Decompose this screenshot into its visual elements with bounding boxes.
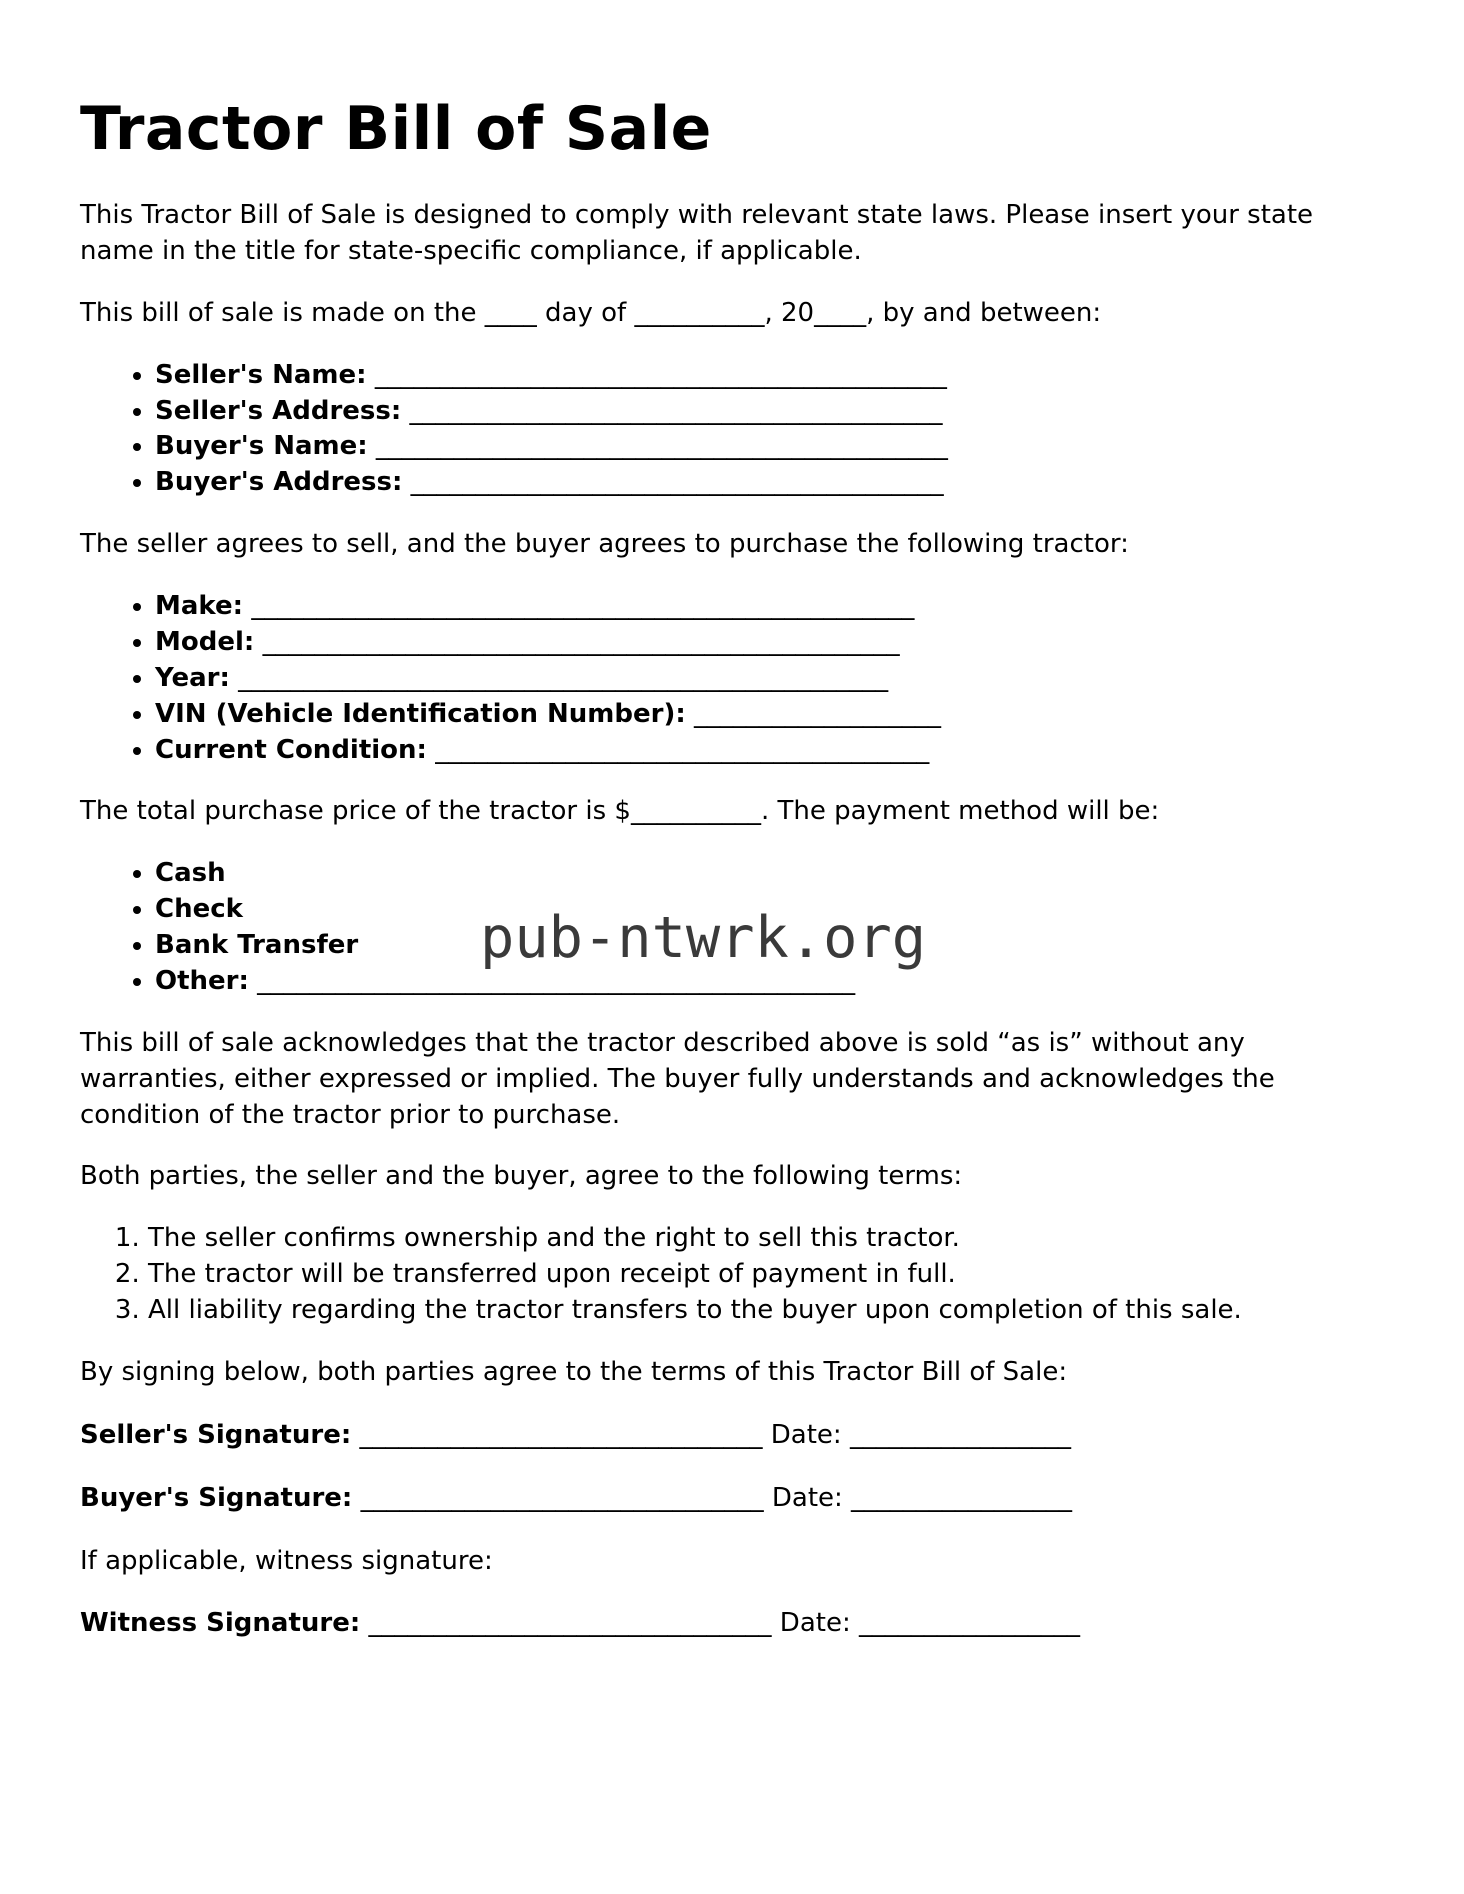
made-on-prefix: This bill of sale is made on the — [80, 297, 485, 328]
payment-other-blank-line: ______________________________________________ — [257, 965, 856, 996]
tractor-fields-list — [80, 589, 1370, 768]
year-blank-field-line: __________________________________________________ — [238, 662, 889, 693]
payment-cash-item — [155, 856, 1370, 892]
payment-bank-transfer-item — [155, 928, 1370, 964]
buyer-signature-blank-line: _______________________________ — [360, 1482, 764, 1513]
year-blank-line: ____ — [814, 297, 867, 328]
vin-item — [155, 697, 1370, 733]
condition-item — [155, 733, 1370, 769]
witness-date-label: Date: — [779, 1608, 851, 1639]
made-on-year-prefix: , 20 — [764, 297, 815, 328]
payment-methods-list — [80, 856, 1370, 1000]
as-is-paragraph: This bill of sale acknowledges that the tractor described above is sold “as is” without any warranties, either expressed or implied. The buyer fully understands and acknowledges the condition of the tractor prior to purchase. — [80, 1027, 1275, 1130]
payment-cash-label: Cash — [155, 858, 226, 889]
page-title: Tractor Bill of Sale — [80, 94, 712, 164]
buyer-date-label: Date: — [771, 1482, 843, 1513]
make-item — [155, 589, 1370, 625]
day-blank-line: ____ — [484, 297, 537, 328]
buyer-name-blank-line: ____________________________________________ — [375, 431, 948, 462]
buyer-signature-row — [80, 1481, 1370, 1517]
term-item-2: 2. The tractor will be transferred upon receipt of payment in full. — [148, 1257, 1370, 1293]
buyer-name-item — [155, 429, 1370, 465]
model-item — [155, 625, 1370, 661]
seller-name-label: Seller's Name: — [155, 359, 367, 390]
price-suffix: . The payment method will be: — [760, 796, 1160, 827]
term-item-3: 3. All liability regarding the tractor transfers to the buyer upon completion of this sale. — [148, 1293, 1370, 1329]
price-prefix: The total purchase price of the tractor is $ — [80, 796, 631, 827]
seller-date-blank-line: _________________ — [849, 1419, 1071, 1450]
seller-name-item — [155, 358, 1370, 394]
year-item — [155, 661, 1370, 697]
made-on-suffix: , by and between: — [866, 297, 1102, 328]
seller-address-label: Seller's Address: — [155, 395, 402, 426]
witness-date-blank-line: _________________ — [858, 1608, 1080, 1639]
witness-note-paragraph: If applicable, witness signature: — [80, 1545, 493, 1576]
payment-check-label: Check — [155, 894, 243, 925]
intro-paragraph: This Tractor Bill of Sale is designed to comply with relevant state laws. Please insert your state name in the title for state-specific compliance, if applicable. — [80, 200, 1314, 266]
seller-date-label: Date: — [770, 1419, 842, 1450]
payment-bank-transfer-label: Bank Transfer — [155, 930, 359, 960]
term-item-1: 1. The seller confirms ownership and the right to sell this tractor. — [148, 1221, 1370, 1257]
seller-signature-blank-line: _______________________________ — [359, 1419, 763, 1450]
made-on-mid: day of — [536, 297, 635, 328]
vin-label: VIN (Vehicle Identification Number): — [155, 698, 686, 729]
witness-signature-blank-line: _______________________________ — [368, 1608, 772, 1639]
model-blank-line: _________________________________________________ — [262, 626, 900, 657]
parties-list — [80, 358, 1370, 502]
vin-blank-line: ___________________ — [694, 698, 941, 729]
buyer-address-item — [155, 465, 1370, 501]
payment-check-item — [155, 892, 1370, 928]
seller-address-blank-line: _________________________________________ — [409, 395, 943, 426]
payment-other-item — [155, 964, 1370, 1000]
made-on-line — [80, 296, 1370, 332]
price-line — [80, 794, 1370, 830]
year-label: Year: — [155, 662, 230, 693]
seller-signature-row — [80, 1418, 1370, 1454]
seller-signature-label: Seller's Signature: — [80, 1419, 352, 1450]
buyer-signature-label: Buyer's Signature: — [80, 1482, 353, 1513]
buyer-address-blank-line: _________________________________________ — [410, 467, 944, 498]
model-label: Model: — [155, 626, 255, 657]
site-watermark: pub-ntwrk.org — [480, 905, 927, 972]
terms-list — [80, 1221, 1370, 1329]
seller-name-blank-line: ____________________________________________ — [374, 359, 947, 390]
make-blank-line: ___________________________________________________ — [251, 591, 915, 621]
month-blank-line: __________ — [634, 297, 765, 328]
document-content — [80, 96, 1370, 1642]
tractor-intro-paragraph: The seller agrees to sell, and the buyer agrees to purchase the following tractor: — [80, 529, 1129, 560]
seller-address-item — [155, 394, 1370, 430]
payment-other-label: Other: — [155, 965, 249, 996]
make-label: Make: — [155, 591, 244, 621]
condition-label: Current Condition: — [155, 734, 427, 765]
buyer-name-label: Buyer's Name: — [155, 431, 368, 462]
signing-intro-paragraph: By signing below, both parties agree to the terms of this Tractor Bill of Sale: — [80, 1356, 1068, 1387]
price-blank-line: __________ — [630, 796, 761, 827]
terms-intro-paragraph: Both parties, the seller and the buyer, agree to the following terms: — [80, 1161, 963, 1192]
buyer-date-blank-line: _________________ — [851, 1482, 1073, 1513]
witness-signature-label: Witness Signature: — [80, 1608, 361, 1639]
witness-signature-row — [80, 1606, 1370, 1642]
buyer-address-label: Buyer's Address: — [155, 467, 403, 498]
condition-blank-line: ______________________________________ — [435, 734, 930, 765]
